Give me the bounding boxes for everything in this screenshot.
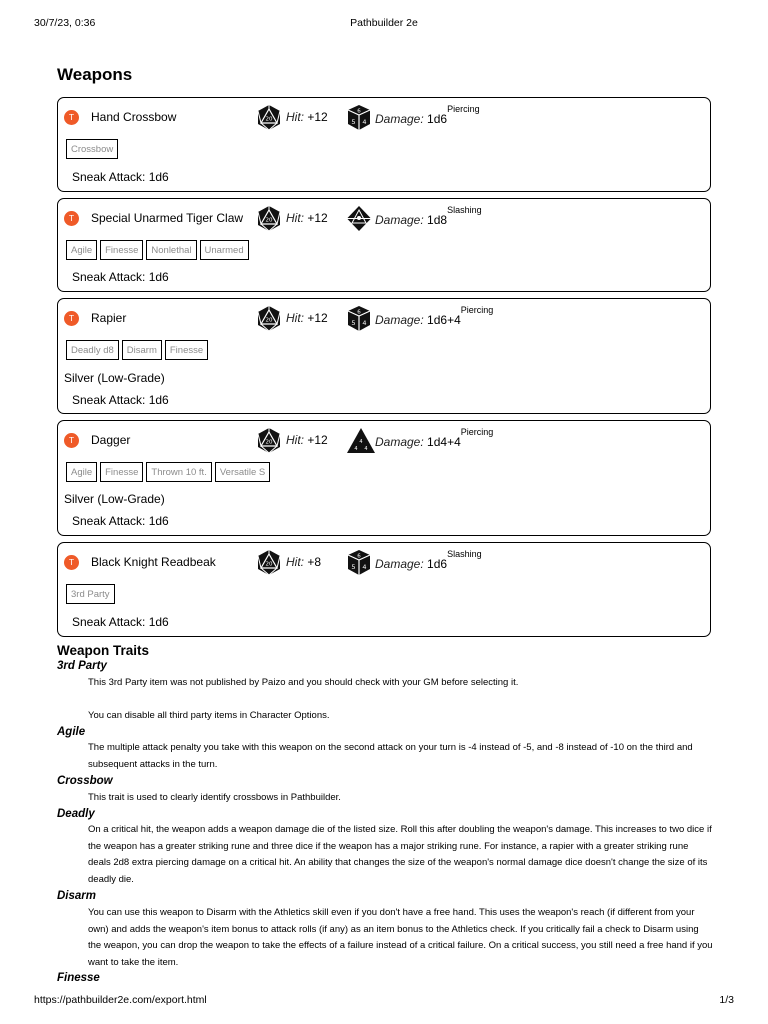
trait-name: Crossbow: [57, 775, 113, 787]
hit-label: Hit:: [286, 555, 304, 569]
d4-icon: [346, 427, 376, 454]
trait-description: The multiple attack penalty you take with this weapon on the second attack on your turn is -4 instead of -5, and -8 instead of -10 on the third and subsequent attacks in the turn.: [88, 742, 693, 770]
trait-tag[interactable]: Unarmed: [200, 240, 249, 260]
hit-bonus: [286, 311, 328, 325]
weapon-name: Rapier: [91, 311, 127, 325]
hit-value: +12: [307, 211, 328, 225]
trait-tag[interactable]: Deadly d8: [66, 340, 119, 360]
d20-icon: [256, 104, 282, 131]
sneak-attack: Sneak Attack: 1d6: [72, 170, 169, 184]
trait-tag[interactable]: Disarm: [122, 340, 162, 360]
weapon-material: Silver (Low-Grade): [64, 371, 165, 385]
weapon-traits-list: [66, 340, 208, 360]
trait-name: 3rd Party: [57, 660, 107, 672]
weapon-traits-list: [66, 462, 270, 482]
damage: [375, 305, 494, 327]
weapon-name: Dagger: [91, 433, 131, 447]
weapon-header: [58, 199, 710, 239]
hit-label: Hit:: [286, 110, 304, 124]
sneak-attack: Sneak Attack: 1d6: [72, 393, 169, 407]
d20-icon: [256, 427, 282, 454]
hit-bonus: [286, 211, 328, 225]
print-date: 30/7/23, 0:36: [34, 17, 96, 29]
print-page-number: 1/3: [719, 994, 734, 1006]
hit-label: Hit:: [286, 211, 304, 225]
print-footer: [34, 994, 734, 1008]
trait-tag[interactable]: Versatile S: [215, 462, 270, 482]
weapon-header: [58, 421, 710, 461]
d6-icon: [346, 104, 372, 131]
weapon-header: [58, 299, 710, 339]
trait-tag[interactable]: Nonlethal: [146, 240, 196, 260]
damage-value: 1d6+4: [427, 313, 461, 327]
weapon-material: Silver (Low-Grade): [64, 492, 165, 506]
trait-tag[interactable]: Finesse: [165, 340, 208, 360]
damage-label: Damage:: [375, 313, 424, 327]
weapons-section-title: Weapons: [57, 65, 133, 84]
damage: [375, 549, 482, 571]
sneak-attack: Sneak Attack: 1d6: [72, 270, 169, 284]
weapon-card: [57, 97, 711, 192]
weapon-traits-list: [66, 240, 249, 260]
weapon-type-icon: T: [64, 211, 79, 226]
trait-name: Deadly: [57, 808, 95, 820]
hit-value: +12: [307, 311, 328, 325]
damage: [375, 205, 482, 227]
damage-type: Piercing: [460, 305, 494, 315]
trait-description: On a critical hit, the weapon adds a weapon damage die of the listed size. Roll this after doubling the weapon's damage. This increases to two dice if the weapon has a greater striking rune and three dice if the weapon has a major striking rune. For instance, a rapier with a greater striking rune deals 2d8 extra piercing damage on a critical hit. An ability that changes the size of the weapon's normal damage dice doesn't change the size of its deadly die.: [88, 824, 712, 885]
d6-icon: [346, 549, 372, 576]
trait-tag[interactable]: Crossbow: [66, 139, 118, 159]
sneak-attack: Sneak Attack: 1d6: [72, 514, 169, 528]
hit-bonus: [286, 433, 328, 447]
damage-value: 1d6: [427, 557, 448, 571]
weapon-card: [57, 420, 711, 536]
trait-tag[interactable]: 3rd Party: [66, 584, 115, 604]
weapon-type-icon: T: [64, 110, 79, 125]
damage-type: Slashing: [447, 549, 482, 559]
weapon-type-icon: T: [64, 311, 79, 326]
weapon-name: Hand Crossbow: [91, 110, 177, 124]
trait-name: Finesse: [57, 972, 100, 984]
print-title: Pathbuilder 2e: [350, 17, 418, 29]
damage-value: 1d6: [427, 112, 448, 126]
weapon-traits-list: [66, 584, 115, 604]
weapon-header: [58, 98, 710, 138]
trait-description: You can disable all third party items in Character Options.: [88, 710, 330, 721]
trait-tag[interactable]: Finesse: [100, 462, 143, 482]
d20-icon: [256, 549, 282, 576]
weapon-name: Black Knight Readbeak: [91, 555, 216, 569]
trait-name: Disarm: [57, 890, 96, 902]
weapon-traits-title: Weapon Traits: [57, 643, 150, 658]
weapon-traits-list: [66, 139, 118, 159]
damage-type: Slashing: [447, 205, 482, 215]
weapon-card: [57, 298, 711, 414]
hit-bonus: [286, 555, 321, 569]
hit-label: Hit:: [286, 433, 304, 447]
weapon-card: [57, 198, 711, 292]
hit-bonus: [286, 110, 328, 124]
weapon-name: Special Unarmed Tiger Claw: [91, 211, 244, 225]
hit-value: +12: [307, 110, 328, 124]
damage: [375, 104, 480, 126]
trait-tag[interactable]: Thrown 10 ft.: [146, 462, 211, 482]
d6-icon: [346, 305, 372, 332]
weapon-type-icon: T: [64, 555, 79, 570]
damage-value: 1d8: [427, 213, 448, 227]
d20-icon: [256, 305, 282, 332]
trait-description: This 3rd Party item was not published by Paizo and you should check with your GM before selecting it.: [88, 677, 519, 688]
d8-icon: [346, 205, 372, 232]
print-header: [34, 17, 734, 31]
hit-value: +12: [307, 433, 328, 447]
sneak-attack: Sneak Attack: 1d6: [72, 615, 169, 629]
hit-label: Hit:: [286, 311, 304, 325]
damage-type: Piercing: [447, 104, 480, 114]
hit-value: +8: [307, 555, 322, 569]
damage-label: Damage:: [375, 213, 424, 227]
trait-description: You can use this weapon to Disarm with the Athletics skill even if you don't have a free hand. This uses the weapon's reach (if different from your own) and adds the weapon's item bonus to attack rolls (if any) as an item bonus to the Athletics check. If you critically fail a check to Disarm using the weapon, you can drop the weapon to take the effects of a failure instead of a critical failure. On a critical success, you still need a free hand if you want to take the item.: [88, 907, 713, 968]
damage-type: Piercing: [460, 427, 494, 437]
d20-icon: [256, 205, 282, 232]
damage-label: Damage:: [375, 557, 424, 571]
print-url: https://pathbuilder2e.com/export.html: [34, 994, 207, 1006]
weapon-header: [58, 543, 710, 583]
damage-label: Damage:: [375, 435, 424, 449]
trait-name: Agile: [57, 726, 86, 738]
trait-tag[interactable]: Finesse: [100, 240, 143, 260]
trait-tag[interactable]: Agile: [66, 462, 97, 482]
damage: [375, 427, 494, 449]
damage-value: 1d4+4: [427, 435, 461, 449]
trait-tag[interactable]: Agile: [66, 240, 97, 260]
weapon-type-icon: T: [64, 433, 79, 448]
weapon-card: [57, 542, 711, 637]
damage-label: Damage:: [375, 112, 424, 126]
trait-description: This trait is used to clearly identify crossbows in Pathbuilder.: [88, 792, 341, 803]
